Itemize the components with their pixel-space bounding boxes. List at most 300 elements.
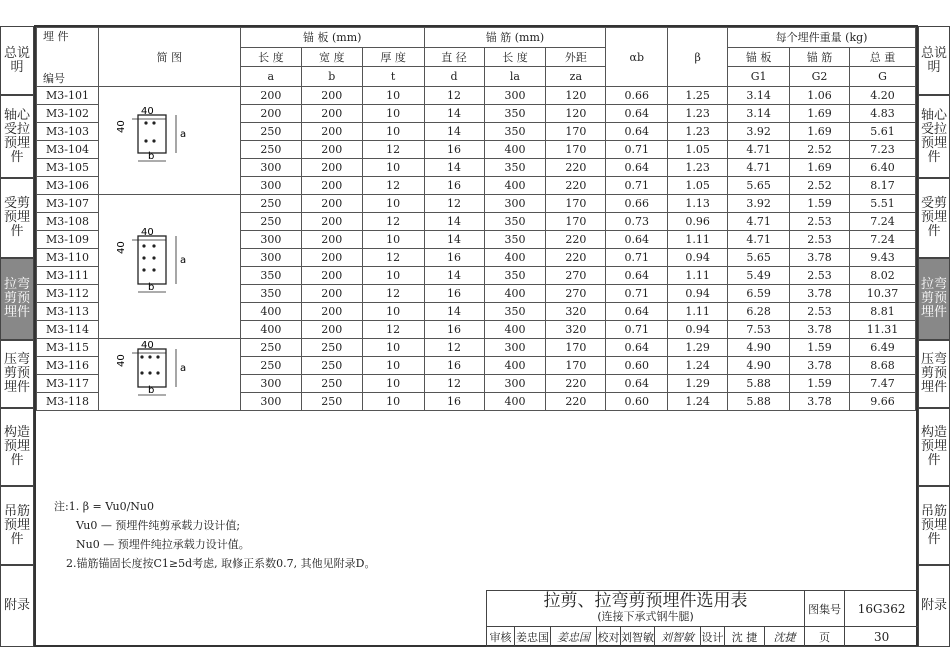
header-col-symbol: G (849, 67, 915, 87)
table-cell: 1.69 (790, 105, 850, 123)
drawing-title: 拉剪、拉弯剪预埋件选用表 (543, 590, 748, 611)
header-item: 埋 件 编号 (43, 30, 69, 85)
table-cell: 12 (362, 141, 424, 159)
table-cell: 170 (546, 123, 606, 141)
table-cell: 7.24 (849, 231, 915, 249)
table-cell: 4.71 (728, 213, 790, 231)
table-cell: 300 (240, 159, 301, 177)
table-cell: 200 (301, 105, 362, 123)
table-cell: 0.71 (606, 249, 668, 267)
table-cell: 400 (484, 249, 546, 267)
table-cell: 1.69 (790, 123, 850, 141)
table-cell: 300 (484, 339, 546, 357)
right-tab-5[interactable] (918, 340, 950, 408)
dim-top: 40 (141, 106, 155, 117)
table-cell: 1.24 (668, 357, 728, 375)
table-cell: 0.73 (606, 213, 668, 231)
table-cell: 16 (424, 393, 484, 411)
dim-a: a (180, 363, 187, 374)
table-cell: 200 (301, 213, 362, 231)
dim-top: 40 (141, 227, 155, 238)
table-cell: 200 (301, 321, 362, 339)
left-tab-5[interactable] (0, 340, 34, 408)
header-weight: 每个埋件重量 (kg) (728, 28, 916, 48)
table-cell: 6.49 (849, 339, 915, 357)
left-tab-7[interactable] (0, 486, 34, 565)
table-cell: 3.78 (790, 357, 850, 375)
table-cell: 200 (301, 159, 362, 177)
table-cell: 0.71 (606, 285, 668, 303)
header-col-name: 外距 (546, 47, 606, 67)
header-col-name: 锚 筋 (790, 47, 850, 67)
table-cell: 170 (546, 357, 606, 375)
table-cell: 12 (424, 339, 484, 357)
tab-label: 附录 (921, 598, 948, 613)
table-cell: 10.37 (849, 285, 915, 303)
table-cell: 3.78 (790, 393, 850, 411)
tab-label: 压弯剪预埋件 (3, 352, 30, 395)
table-cell: 14 (424, 105, 484, 123)
table-cell: 400 (484, 357, 546, 375)
table-cell: 1.06 (790, 87, 850, 105)
table-cell: 3.78 (790, 321, 850, 339)
table-cell: 200 (301, 141, 362, 159)
table-cell: 400 (484, 321, 546, 339)
diagram-cell (98, 339, 240, 411)
table-cell: 200 (301, 231, 362, 249)
left-tab-1[interactable] (0, 26, 34, 95)
table-cell: 350 (240, 285, 301, 303)
table-cell: 0.64 (606, 231, 668, 249)
note-line: Nu0 — 预埋件纯拉承载力设计值。 (76, 538, 250, 551)
embedded-part-sketch (114, 105, 224, 173)
table-cell: 2.53 (790, 303, 850, 321)
header-diagram: 简 图 (98, 28, 240, 87)
table-row (37, 339, 916, 357)
tab-label: 拉弯剪预埋件 (921, 277, 948, 320)
table-cell: 2.52 (790, 177, 850, 195)
note-line: Vu0 — 预埋件纯剪承载力设计值; (76, 519, 241, 532)
check-label: 校对 (597, 627, 621, 647)
table-cell: 5.61 (849, 123, 915, 141)
header-col-name: 长 度 (484, 47, 546, 67)
right-tab-3[interactable] (918, 178, 950, 258)
table-cell: 10 (362, 87, 424, 105)
table-cell: 0.94 (668, 249, 728, 267)
header-col-symbol: la (484, 67, 546, 87)
part-code: M3-104 (37, 141, 99, 159)
table-cell: 3.78 (790, 285, 850, 303)
table-cell: 0.60 (606, 393, 668, 411)
part-code: M3-106 (37, 177, 99, 195)
table-cell: 5.88 (728, 393, 790, 411)
table-cell: 8.02 (849, 267, 915, 285)
part-code: M3-108 (37, 213, 99, 231)
part-code: M3-117 (37, 375, 99, 393)
drawing-subtitle: (连接下承式钢牛腿) (597, 609, 694, 623)
tab-label: 构造预埋件 (3, 425, 30, 468)
header-alpha: αb (606, 28, 668, 87)
table-cell: 12 (362, 177, 424, 195)
table-cell: 10 (362, 195, 424, 213)
header-col-symbol: t (362, 67, 424, 87)
table-cell: 300 (484, 375, 546, 393)
table-cell: 350 (484, 123, 546, 141)
header-col-name: 总 重 (849, 47, 915, 67)
table-cell: 9.66 (849, 393, 915, 411)
table-cell: 14 (424, 123, 484, 141)
left-tab-3[interactable] (0, 178, 34, 258)
diagram-cell (98, 87, 240, 195)
table-cell: 0.64 (606, 375, 668, 393)
table-cell: 170 (546, 141, 606, 159)
notes (54, 497, 375, 573)
dim-a: a (180, 255, 187, 266)
table-cell: 1.11 (668, 231, 728, 249)
table-cell: 250 (240, 141, 301, 159)
table-cell: 10 (362, 303, 424, 321)
table-cell: 10 (362, 267, 424, 285)
header-col-symbol: G2 (790, 67, 850, 87)
embedded-part-table (36, 27, 916, 429)
table-cell: 300 (484, 87, 546, 105)
table-cell: 300 (240, 231, 301, 249)
table-cell: 12 (362, 249, 424, 267)
table-cell: 6.59 (728, 285, 790, 303)
table-cell: 14 (424, 303, 484, 321)
table-cell: 5.65 (728, 249, 790, 267)
table-filler-row (37, 411, 916, 430)
dim-a: a (180, 129, 187, 140)
table-cell: 1.24 (668, 393, 728, 411)
table-cell: 4.71 (728, 231, 790, 249)
table-cell: 400 (484, 393, 546, 411)
table-cell: 220 (546, 393, 606, 411)
table-cell: 270 (546, 267, 606, 285)
tab-label: 轴心受拉预埋件 (921, 107, 948, 165)
table-cell: 250 (240, 195, 301, 213)
table-cell: 200 (301, 123, 362, 141)
table-cell: 220 (546, 159, 606, 177)
table-cell: 200 (301, 87, 362, 105)
table-cell: 200 (301, 249, 362, 267)
table-cell: 200 (301, 285, 362, 303)
table-cell: 4.83 (849, 105, 915, 123)
table-cell: 1.69 (790, 159, 850, 177)
part-code: M3-103 (37, 123, 99, 141)
table-cell: 4.71 (728, 141, 790, 159)
table-cell: 400 (484, 285, 546, 303)
table-cell: 300 (240, 393, 301, 411)
table-cell: 350 (484, 267, 546, 285)
table-cell: 3.14 (728, 87, 790, 105)
table-cell: 16 (424, 285, 484, 303)
tab-label: 压弯剪预埋件 (921, 352, 948, 395)
table-cell: 1.59 (790, 195, 850, 213)
part-code: M3-101 (37, 87, 99, 105)
table-cell: 200 (240, 87, 301, 105)
table-cell: 14 (424, 267, 484, 285)
table-cell: 1.23 (668, 159, 728, 177)
right-tab-2[interactable] (918, 95, 950, 178)
table-cell: 350 (484, 105, 546, 123)
table-cell: 12 (424, 195, 484, 213)
table-cell: 1.11 (668, 303, 728, 321)
header-col-symbol: b (301, 67, 362, 87)
table-cell: 7.47 (849, 375, 915, 393)
diagram-cell (98, 195, 240, 339)
header-col-symbol: za (546, 67, 606, 87)
left-tab-8[interactable] (0, 565, 34, 647)
note-line: 2.锚筋锚固长度按C1≥5d考虑, 取修正系数0.7, 其他见附录D。 (66, 557, 376, 570)
page-number: 30 (845, 627, 919, 647)
check-name: 刘智敏 (621, 627, 655, 647)
table-cell: 7.53 (728, 321, 790, 339)
table-cell: 16 (424, 177, 484, 195)
table-cell: 250 (301, 339, 362, 357)
left-tab-4[interactable] (0, 258, 34, 340)
part-code: M3-112 (37, 285, 99, 303)
part-code: M3-118 (37, 393, 99, 411)
table-cell: 1.29 (668, 339, 728, 357)
review-signature: 姜忠国 (551, 627, 597, 647)
design-signature: 沈捷 (765, 627, 805, 647)
table-cell: 8.81 (849, 303, 915, 321)
header-col-name: 直 径 (424, 47, 484, 67)
table-cell: 12 (424, 375, 484, 393)
table-cell: 200 (301, 195, 362, 213)
tab-label: 拉弯剪预埋件 (3, 277, 30, 320)
table-cell: 220 (546, 375, 606, 393)
table-cell: 250 (240, 213, 301, 231)
check-signature: 刘智敏 (655, 627, 701, 647)
table-cell: 10 (362, 339, 424, 357)
table-cell: 4.71 (728, 159, 790, 177)
part-code: M3-109 (37, 231, 99, 249)
part-code: M3-102 (37, 105, 99, 123)
table-cell: 8.17 (849, 177, 915, 195)
header-col-name: 锚 板 (728, 47, 790, 67)
table-cell: 5.49 (728, 267, 790, 285)
header-col-name: 厚 度 (362, 47, 424, 67)
table-cell: 7.23 (849, 141, 915, 159)
table-cell: 2.52 (790, 141, 850, 159)
table-cell: 0.71 (606, 321, 668, 339)
left-tab-2[interactable] (0, 95, 34, 178)
tab-label: 轴心受拉预埋件 (3, 107, 30, 165)
table-cell: 10 (362, 357, 424, 375)
table-cell: 0.64 (606, 123, 668, 141)
header-col-symbol: G1 (728, 67, 790, 87)
note-line: 注:1. β = Vu0/Nu0 (54, 500, 155, 513)
table-cell: 10 (362, 393, 424, 411)
table-cell: 350 (484, 231, 546, 249)
table-cell: 200 (240, 105, 301, 123)
table-cell: 320 (546, 321, 606, 339)
header-col-name: 长 度 (240, 47, 301, 67)
table-cell: 400 (240, 303, 301, 321)
part-code: M3-107 (37, 195, 99, 213)
table-cell: 12 (424, 87, 484, 105)
table-cell: 5.65 (728, 177, 790, 195)
table-cell: 250 (301, 375, 362, 393)
table-row (37, 87, 916, 105)
part-code: M3-110 (37, 249, 99, 267)
table-cell: 170 (546, 213, 606, 231)
table-cell: 250 (301, 393, 362, 411)
table-cell: 0.94 (668, 285, 728, 303)
table-cell: 3.92 (728, 123, 790, 141)
table-cell: 400 (484, 141, 546, 159)
table-cell: 120 (546, 105, 606, 123)
table-cell: 2.53 (790, 231, 850, 249)
header-beta: β (668, 28, 728, 87)
table-cell: 220 (546, 231, 606, 249)
table-cell: 1.05 (668, 141, 728, 159)
table-cell: 1.23 (668, 105, 728, 123)
tab-label: 附录 (3, 598, 30, 613)
table-cell: 120 (546, 87, 606, 105)
table-cell: 0.64 (606, 267, 668, 285)
table-cell: 10 (362, 105, 424, 123)
dim-b: b (148, 282, 155, 293)
header-col-symbol: d (424, 67, 484, 87)
table-cell: 350 (484, 303, 546, 321)
table-cell: 1.13 (668, 195, 728, 213)
table-cell: 1.05 (668, 177, 728, 195)
table-cell: 9.43 (849, 249, 915, 267)
table-cell: 14 (424, 231, 484, 249)
right-tab-4[interactable] (918, 258, 950, 340)
table-cell: 4.20 (849, 87, 915, 105)
table-cell: 1.11 (668, 267, 728, 285)
table-cell: 0.66 (606, 87, 668, 105)
dim-b: b (148, 151, 155, 162)
dim-left: 40 (116, 354, 128, 367)
tab-label: 构造预埋件 (921, 425, 948, 468)
table-cell: 250 (240, 123, 301, 141)
table-cell: 16 (424, 321, 484, 339)
part-code: M3-115 (37, 339, 99, 357)
table-cell: 250 (240, 339, 301, 357)
table-cell: 0.60 (606, 357, 668, 375)
table-cell: 10 (362, 123, 424, 141)
table-cell: 300 (240, 249, 301, 267)
table-cell: 16 (424, 249, 484, 267)
table-cell: 11.31 (849, 321, 915, 339)
table-cell: 0.94 (668, 321, 728, 339)
table-cell: 350 (240, 267, 301, 285)
part-code: M3-113 (37, 303, 99, 321)
table-cell: 3.78 (790, 249, 850, 267)
right-tab-7[interactable] (918, 486, 950, 565)
table-cell: 0.64 (606, 339, 668, 357)
tab-label: 总说明 (921, 45, 948, 75)
table-cell: 0.96 (668, 213, 728, 231)
right-tab-1[interactable] (918, 26, 950, 95)
header-col-symbol: a (240, 67, 301, 87)
atlas-label: 图集号 (805, 591, 845, 627)
table-cell: 7.24 (849, 213, 915, 231)
table-cell: 400 (484, 177, 546, 195)
page-label: 页 (805, 627, 845, 647)
table-cell: 16 (424, 357, 484, 375)
table-cell: 2.53 (790, 267, 850, 285)
table-cell: 1.59 (790, 339, 850, 357)
table-cell: 170 (546, 195, 606, 213)
table-cell: 8.68 (849, 357, 915, 375)
table-cell: 170 (546, 339, 606, 357)
table-cell: 220 (546, 177, 606, 195)
table-cell: 0.64 (606, 303, 668, 321)
dim-top: 40 (141, 340, 155, 351)
table-cell: 16 (424, 141, 484, 159)
table-cell: 2.53 (790, 213, 850, 231)
table-cell: 12 (362, 213, 424, 231)
table-cell: 250 (301, 357, 362, 375)
table-cell: 0.66 (606, 195, 668, 213)
part-code: M3-116 (37, 357, 99, 375)
dim-left: 40 (116, 120, 128, 133)
header-col-name: 宽 度 (301, 47, 362, 67)
filler-cell (37, 411, 916, 430)
table-cell: 4.90 (728, 339, 790, 357)
table-cell: 1.29 (668, 375, 728, 393)
table-cell: 10 (362, 159, 424, 177)
table-cell: 1.59 (790, 375, 850, 393)
header-plate: 锚 板 (mm) (240, 28, 424, 48)
table-cell: 400 (240, 321, 301, 339)
table-row (37, 195, 916, 213)
tab-label: 受剪预埋件 (3, 196, 30, 239)
table-cell: 0.71 (606, 141, 668, 159)
table-cell: 1.23 (668, 123, 728, 141)
atlas-number: 16G362 (845, 591, 919, 627)
table-cell: 6.40 (849, 159, 915, 177)
table-cell: 220 (546, 249, 606, 267)
table-cell: 10 (362, 231, 424, 249)
table-cell: 14 (424, 213, 484, 231)
table-cell: 200 (301, 177, 362, 195)
embedded-part-sketch (114, 339, 224, 407)
table-cell: 0.64 (606, 159, 668, 177)
table-cell: 12 (362, 321, 424, 339)
table-cell: 300 (240, 375, 301, 393)
tab-label: 总说明 (3, 45, 30, 75)
design-name: 沈 捷 (725, 627, 765, 647)
title-block (486, 590, 918, 647)
table-cell: 350 (484, 213, 546, 231)
drawing-sheet (34, 25, 918, 647)
table-cell: 200 (301, 303, 362, 321)
right-tab-6[interactable] (918, 408, 950, 486)
table-cell: 5.88 (728, 375, 790, 393)
review-name: 姜忠国 (515, 627, 551, 647)
table-cell: 0.71 (606, 177, 668, 195)
part-code: M3-105 (37, 159, 99, 177)
right-tab-8[interactable] (918, 565, 950, 647)
tab-label: 受剪预埋件 (921, 196, 948, 239)
left-tab-6[interactable] (0, 408, 34, 486)
table-cell: 300 (240, 177, 301, 195)
table-cell: 200 (301, 267, 362, 285)
table-cell: 350 (484, 159, 546, 177)
table-cell: 0.64 (606, 105, 668, 123)
embedded-part-sketch (114, 226, 224, 304)
table-cell: 3.14 (728, 105, 790, 123)
table-cell: 5.51 (849, 195, 915, 213)
part-code: M3-111 (37, 267, 99, 285)
